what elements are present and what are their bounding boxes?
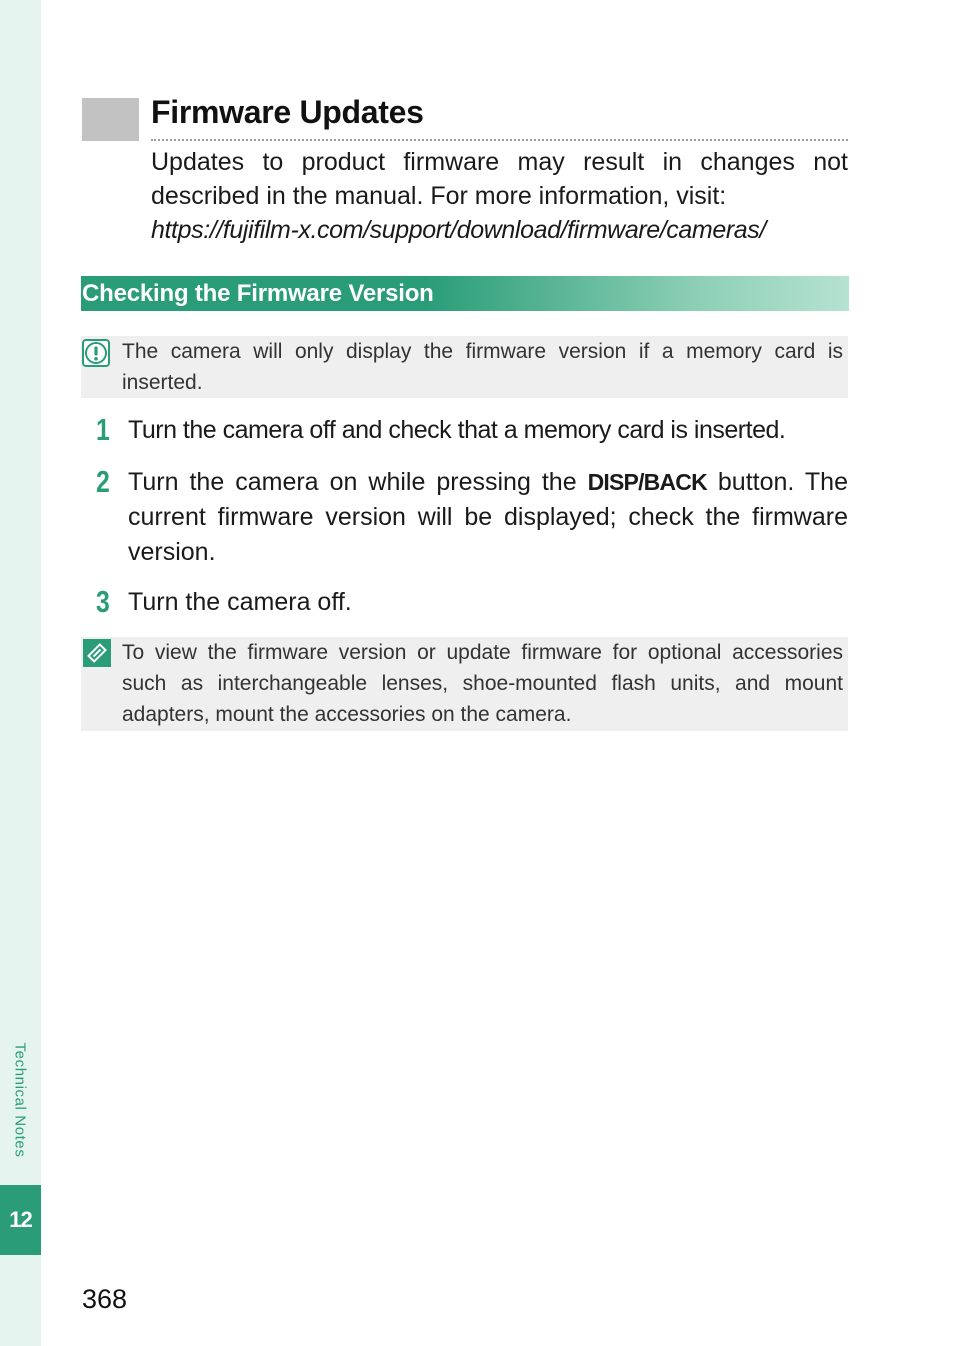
caution-note bbox=[81, 336, 848, 398]
chapter-tab[interactable]: 12 bbox=[0, 1185, 41, 1255]
intro-text: Updates to product firmware may result in changes not described in the manual. For more information, visit: bbox=[151, 148, 848, 210]
step-text: Turn the camera off and check that a memory card is inserted. bbox=[128, 416, 786, 444]
step-text bbox=[128, 465, 848, 570]
step-2 bbox=[96, 465, 848, 570]
tip-text: To view the firmware version or update firmware for optional accessories such as interchangeable lenses, shoe-mounted flash units, and mount adapters, mount the accessories on the camera. bbox=[122, 641, 843, 726]
caution-icon bbox=[82, 339, 110, 367]
caution-text: The camera will only display the firmware version if a memory card is inserted. bbox=[122, 340, 843, 394]
note-icon bbox=[82, 638, 112, 668]
step-text-before: Turn the camera on while pressing the bbox=[128, 468, 588, 496]
title-divider bbox=[151, 139, 848, 141]
firmware-link[interactable]: https://fujifilm-x.com/support/download/firmware/cameras/ bbox=[151, 216, 766, 244]
step-text: Turn the camera off. bbox=[128, 588, 352, 616]
title-marker bbox=[82, 98, 139, 141]
intro-paragraph bbox=[151, 145, 848, 247]
step-3 bbox=[96, 585, 848, 620]
step-number: 2 bbox=[96, 464, 110, 499]
section-heading: Checking the Firmware Version bbox=[81, 276, 849, 311]
step-number: 3 bbox=[96, 584, 110, 619]
step-text-after: button. The current firmware version will be displayed; check the firmware version. bbox=[128, 468, 848, 566]
sidebar-section-label: Technical Notes bbox=[11, 1042, 29, 1158]
step-number: 1 bbox=[96, 412, 110, 447]
tip-note bbox=[81, 637, 848, 731]
chapter-sidebar bbox=[0, 0, 41, 1346]
page-title: Firmware Updates bbox=[151, 94, 424, 130]
page-number: 368 bbox=[82, 1284, 128, 1314]
disp-back-button-label: DISP/BACK bbox=[587, 469, 707, 495]
step-1 bbox=[96, 413, 848, 448]
